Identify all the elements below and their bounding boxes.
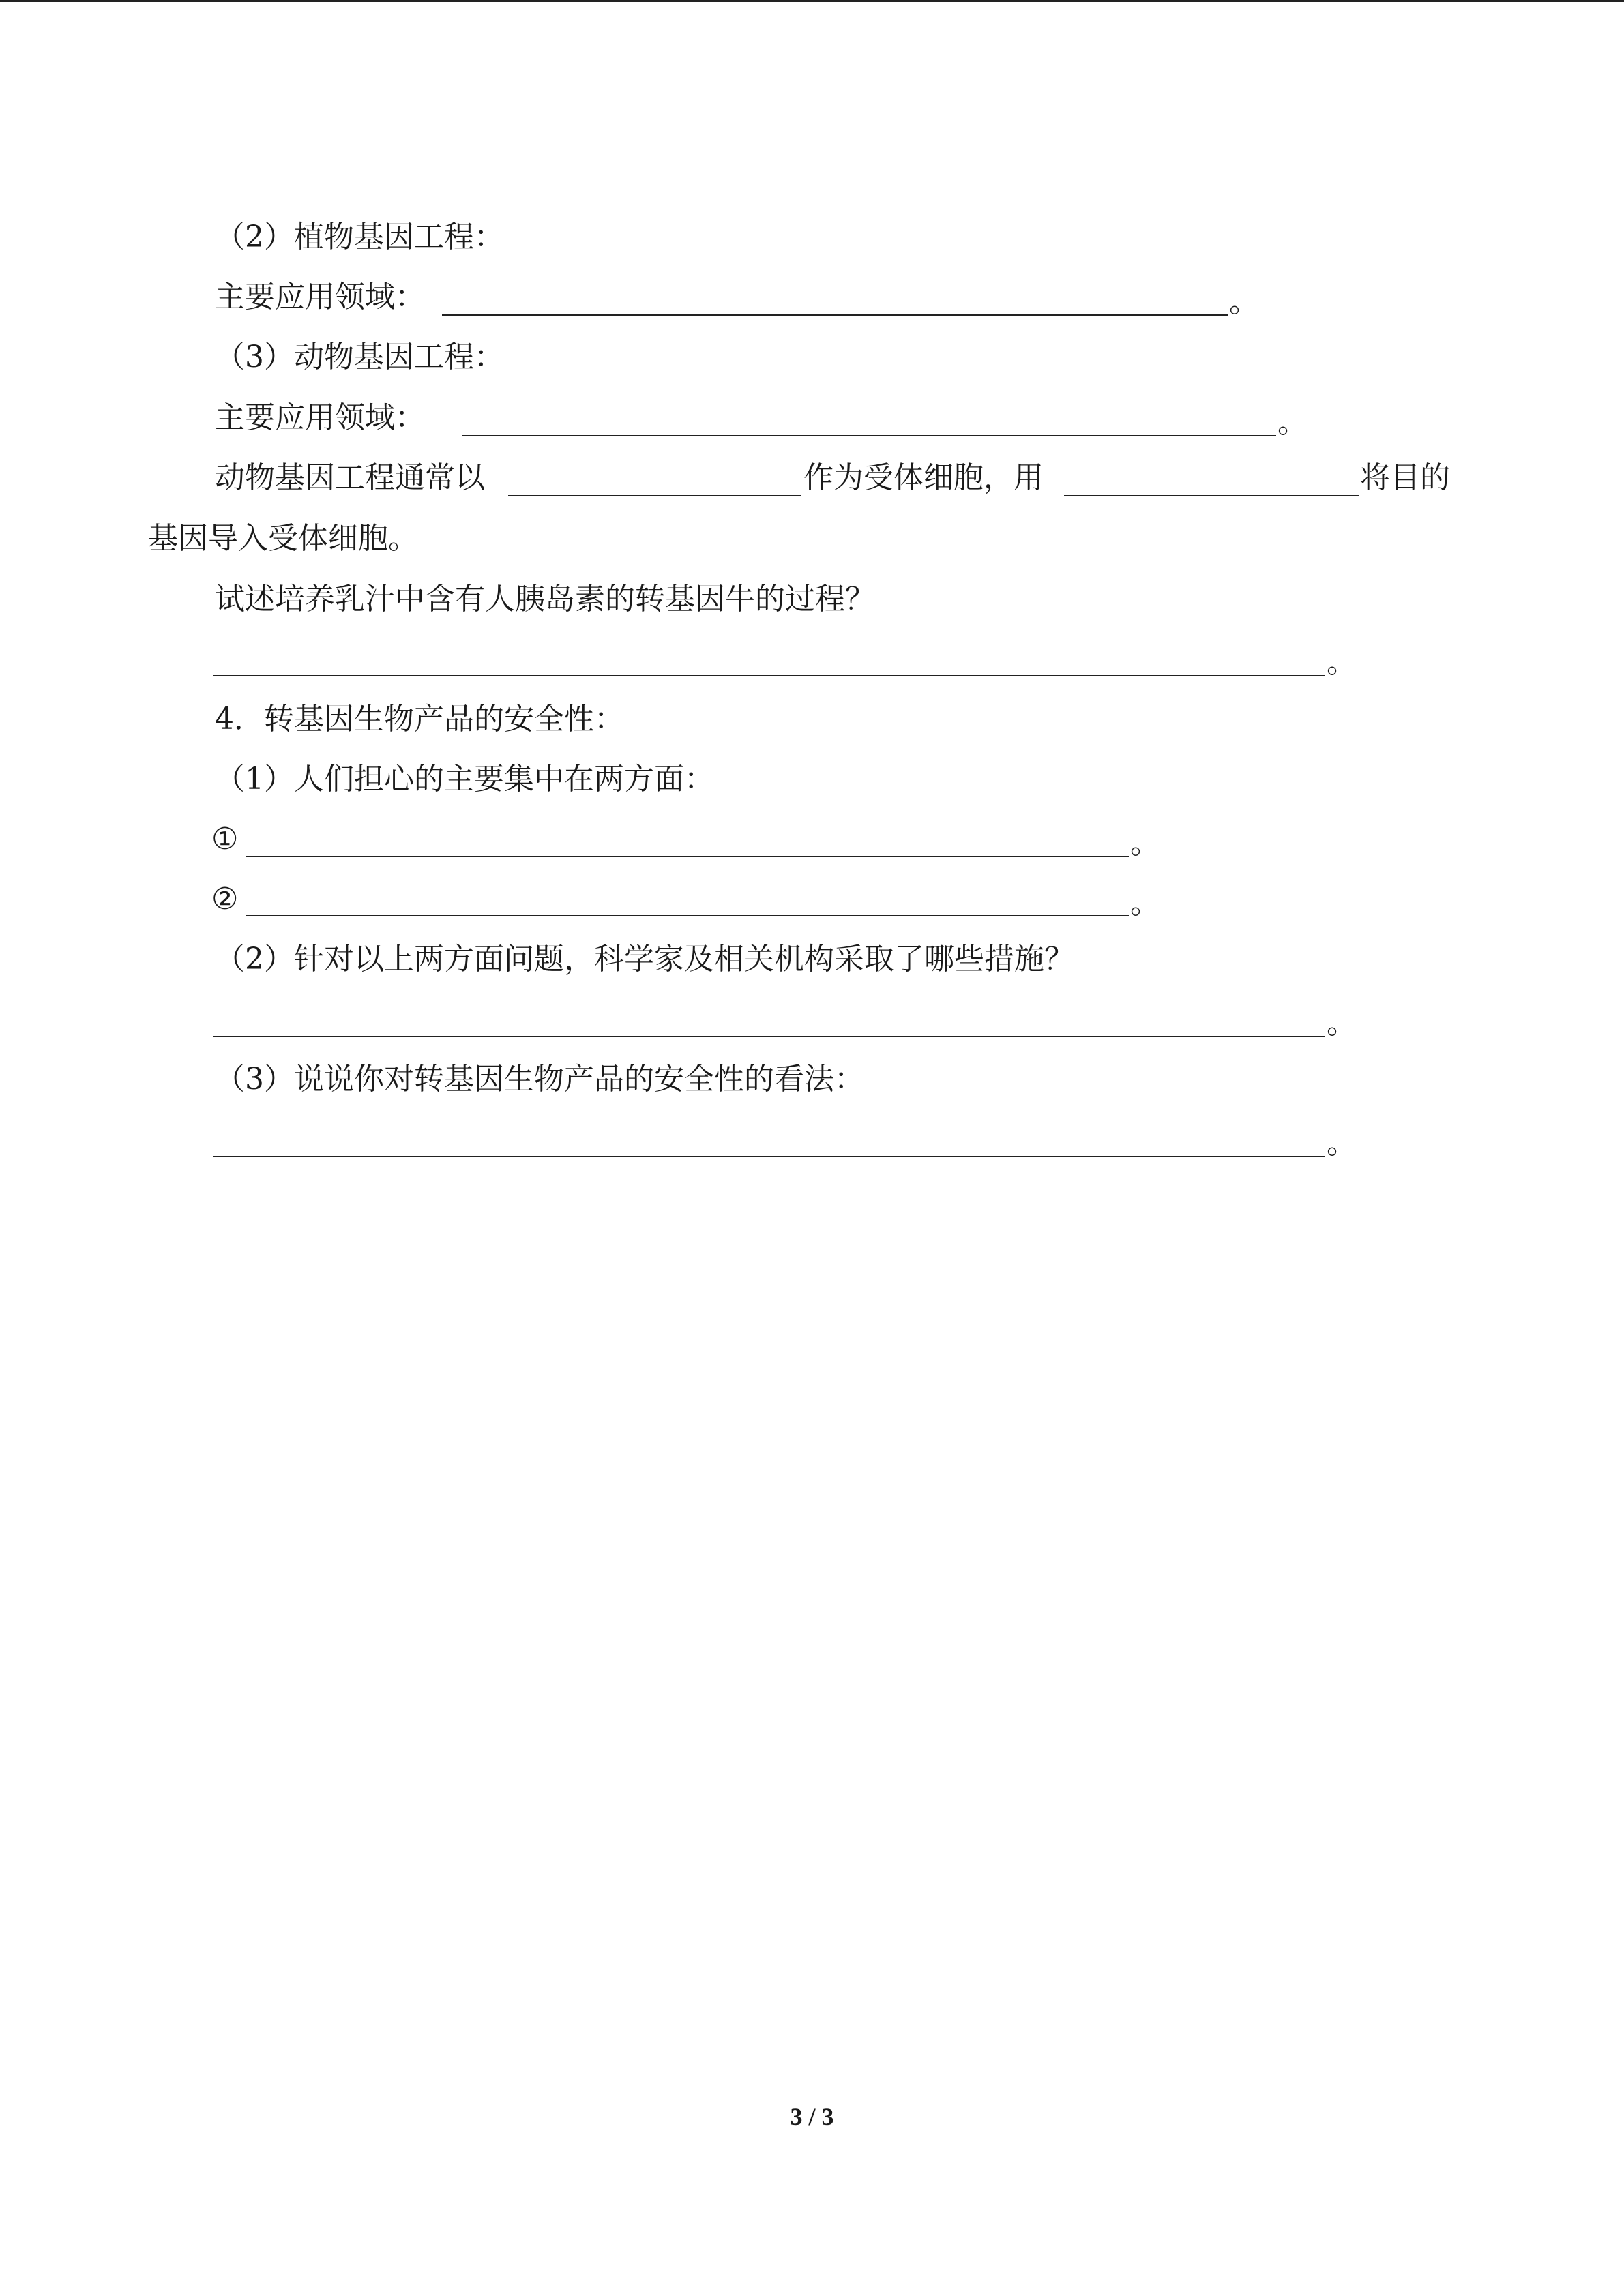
opinion-question: （3）说说你对转基因生物产品的安全性的看法：	[215, 1062, 864, 1097]
concern-1-blank[interactable]	[246, 856, 1129, 857]
concern-1-period: 。	[1130, 826, 1160, 861]
cow-question: 试述培养乳汁中含有人胰岛素的转基因牛的过程？	[215, 582, 875, 616]
concern-heading: （1）人们担心的主要集中在两方面：	[215, 762, 714, 796]
animal-sentence-a: 动物基因工程通常以	[215, 460, 485, 495]
safety-heading: 4．转基因生物产品的安全性：	[215, 702, 624, 736]
plant-field-blank[interactable]	[442, 314, 1228, 316]
page-number: 3 / 3	[790, 2103, 834, 2130]
plant-field-period: 。	[1229, 284, 1259, 319]
animal-sentence-b: 作为受体细胞，用	[803, 460, 1044, 495]
animal-field-label: 主要应用领域：	[215, 400, 425, 435]
recipient-cell-blank[interactable]	[508, 495, 801, 496]
measures-answer-period: 。	[1327, 1006, 1357, 1041]
cow-answer-period: 。	[1327, 645, 1357, 680]
method-blank[interactable]	[1064, 495, 1359, 496]
animal-heading: （3）动物基因工程：	[215, 340, 504, 374]
measures-question: （2）针对以上两方面问题，科学家及相关机构采取了哪些措施？	[215, 942, 1074, 976]
plant-field-label: 主要应用领域：	[215, 280, 425, 314]
cow-answer-blank[interactable]	[213, 675, 1325, 676]
animal-sentence-d: 基因导入受体细胞。	[148, 521, 418, 556]
plant-heading: （2）植物基因工程：	[215, 220, 504, 254]
animal-field-period: 。	[1278, 405, 1308, 440]
concern-2-marker: ②	[211, 882, 239, 916]
concern-2-blank[interactable]	[246, 915, 1129, 916]
measures-answer-blank[interactable]	[213, 1036, 1325, 1037]
concern-1-marker: ①	[211, 822, 239, 856]
opinion-answer-period: 。	[1327, 1126, 1357, 1161]
animal-field-blank[interactable]	[462, 435, 1276, 436]
animal-sentence-c: 将目的	[1360, 460, 1450, 495]
opinion-answer-blank[interactable]	[213, 1156, 1325, 1157]
concern-2-period: 。	[1130, 886, 1160, 921]
